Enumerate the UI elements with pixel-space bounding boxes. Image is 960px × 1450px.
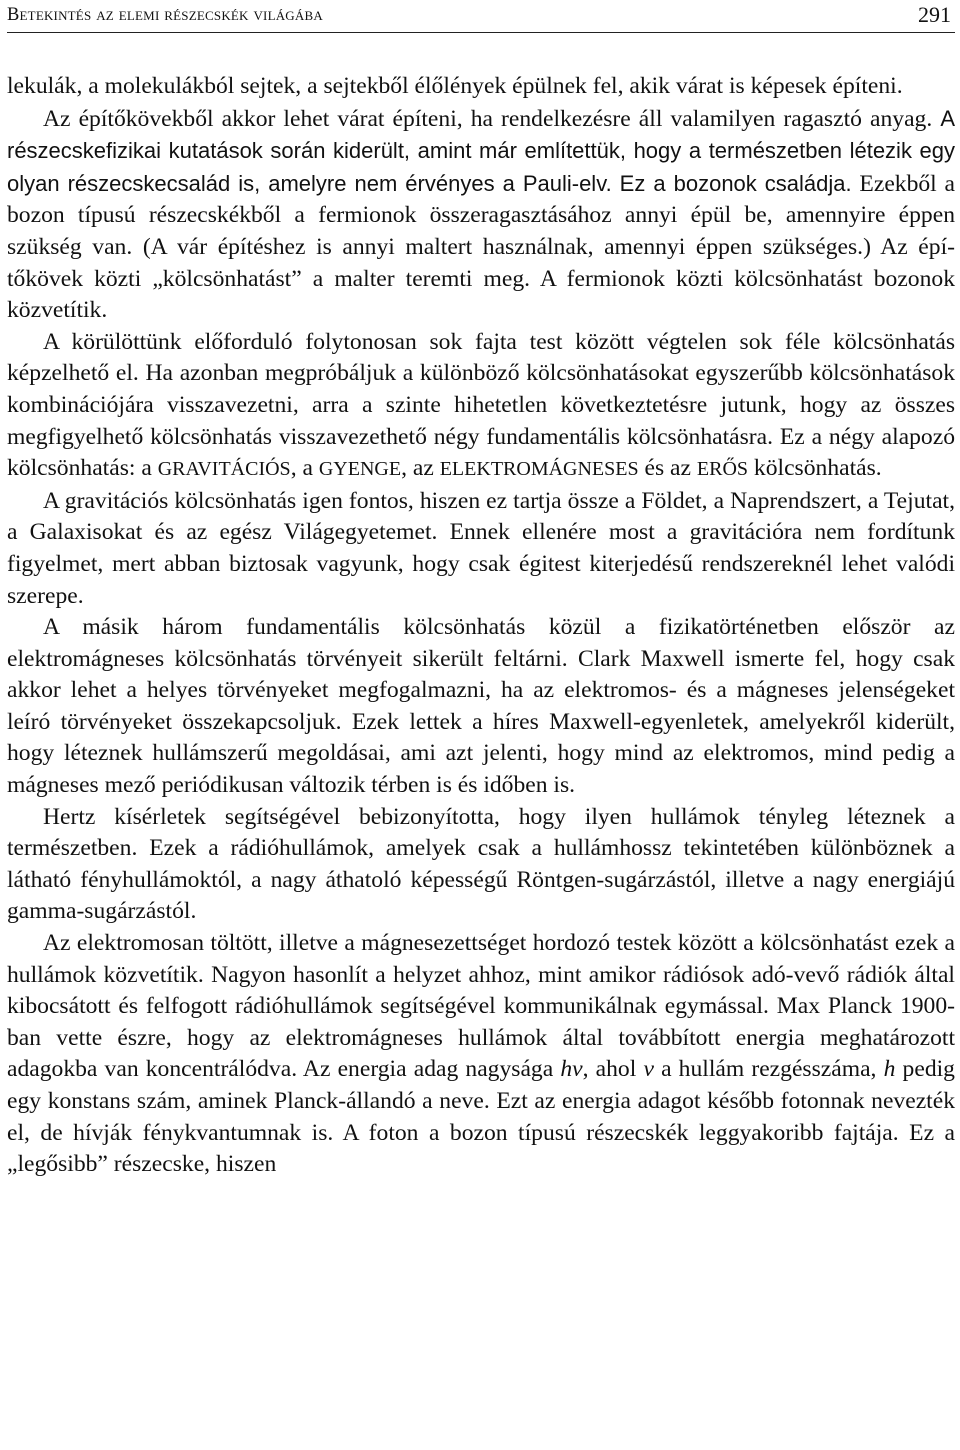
paragraph (7, 612, 955, 802)
page-number: 291 (918, 2, 951, 27)
paragraph-text: Az elektromosan töltött, illetve a mágnesezettséget hordozó testek között a kölcsönhatást ezek a hullámok közvetítik. Nagyon hasonlít a helyzet ahhoz, mint amikor rádiósok adó-vevő rádiók által kibocsátott és felfogott rádióhullámok segítségével kommunikálnak egymással. Max Planck 1900-ban vette észre, hogy az elektromágneses hullámok által továbbított energia meghatározott adagokba van koncentrálódva. Az energia adag nagysága (7, 930, 955, 1083)
term-strong: ERŐS (696, 458, 749, 481)
paragraph-text: lekulák, a molekulákból sejtek, a sejtekből élőlények épülnek fel, akik várat is képesek építeni. (7, 73, 903, 99)
running-header-title: Betekintés az elemi részecskék világába (7, 5, 323, 25)
paragraph-text: A másik három fundamentális kölcsönhatás közül a fizikatörténetben először az elektromágneses kölcsönhatás törvényeit sikerült feltárni. Clark Maxwell ismerte fel, hogy csak akkor lehet a helyes törvényeket megfogalmazni, ha az elektromos- és a mágneses jelenségeket leíró törvényeket összekapcsoljuk. Ezek lettek a híres Maxwell-egyenletek, amelyekről kiderült, hogy léteznek hullámszerű megoldásai, ami azt jelenti, hogy mind az elektromos, mind pedig a mágneses mező periódikusan változik térben is és időben is. (7, 614, 955, 799)
paragraph (7, 327, 955, 486)
separator-text: , a (290, 455, 319, 482)
term-weak: GYENGE (318, 458, 402, 481)
paragraph (7, 486, 955, 612)
paragraph-text-sans: A részecskefizikai kutatások során kiderült, amint már említettük, hogy a természetben létezik egy olyan részecskecsalád is, amelyre nem érvényes a Pauli-elv. Ez a bozonok családja. (7, 105, 955, 196)
paragraph (7, 928, 955, 1181)
separator-text: , az (401, 455, 440, 482)
math-h: h (883, 1056, 896, 1083)
paragraph (7, 71, 955, 103)
math-h-nu: hν (560, 1056, 583, 1083)
paragraph (7, 802, 955, 928)
paragraph-text: Hertz kísérletek segítségével bebizonyította, hogy ilyen hullámok tényleg léteznek a természetben. Ezek a rádióhullámok, amelyek csak a hullámhossz tekintetében különböznek a látható fényhullámoktól, a nagy áthatoló képességű Röntgen-sugárzástól, illetve a nagy energiájú gamma-sugárzástól. (7, 803, 955, 925)
separator-text: és az (638, 455, 697, 482)
paragraph-text: A gravitációs kölcsönhatás igen fontos, hiszen ez tartja össze a Földet, a Naprendszert, a Tejutat, a Galaxisokat és az egész Világegyetemet. Ennek ellenére most a gravitációra nem fordítunk figyelmet, mert abban biztosak vagyunk, hogy csak égitest kiterjedésű rendszereknél lehet valódi szerepe. (7, 487, 955, 609)
document-page (7, 0, 955, 1450)
paragraph (7, 103, 955, 327)
paragraph-text: pedig egy konstans szám, aminek Planck-állandó a neve. Ezt az energia adagot később fotonnak nevezték el, de hívják fénykvantumnak is. A foton a bozon típusú részecskék leggyakoribb fajtája. Ez a „legősibb” részecske, hiszen (7, 1056, 955, 1178)
math-nu: ν (643, 1056, 654, 1083)
paragraph-text: , ahol (582, 1056, 644, 1083)
body-text (7, 71, 955, 1181)
paragraph-text: Az építőkövekből akkor lehet várat építeni, ha rendelkezésre áll valamilyen ragasztó anyag. (43, 105, 941, 132)
term-electromagnetic: ELEKTROMÁGNESES (439, 458, 639, 481)
running-header (7, 0, 955, 33)
paragraph-text: Ezekből a bozon típusú részecskékből a fermionok összeragasztásához annyi épül be, amennyire éppen szükség van. (A vár építéshez is annyi maltert használnak, amennyi éppen szükséges.) Az építőkövek közti „kölcsönhatást” a malter teremti meg. A fermionok közti kölcsönhatást bozonok közvetítik. (7, 170, 956, 324)
paragraph-text: a hullám rezgésszáma, (653, 1056, 884, 1083)
paragraph-text: A körülöttünk előforduló folytonosan sok fajta test között végtelen sok féle kölcsönhatás képzelhető el. Ha azonban megpróbáljuk a különböző kölcsönhatásokat egyszerűbb kölcsönhatások kombinációjára visszavezetni, arra a szinte hihetetlen következtetésre jutunk, hogy az összes megfigyelhető kölcsönhatás visszavezethető négy fundamentális kölcsönhatásra. Ez a négy alapozó kölcsönhatás: a (7, 328, 955, 482)
term-gravitational: GRAVITÁCIÓS (157, 458, 291, 481)
paragraph-text: kölcsönhatás. (748, 455, 882, 482)
